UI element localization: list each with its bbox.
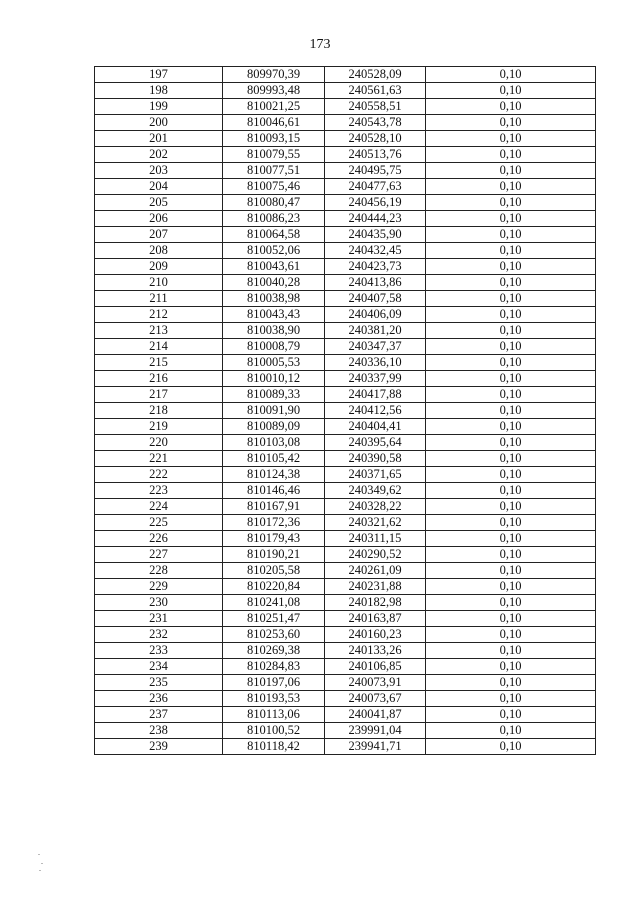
y-coordinate-cell: 240407,58 [325, 291, 426, 307]
accuracy-cell: 0,10 [426, 435, 596, 451]
table-row [95, 323, 596, 339]
accuracy-cell: 0,10 [426, 243, 596, 259]
y-coordinate-cell: 240406,09 [325, 307, 426, 323]
scan-specks [38, 852, 44, 872]
point-number-cell: 215 [95, 355, 223, 371]
x-coordinate-cell: 809970,39 [223, 67, 325, 83]
accuracy-cell: 0,10 [426, 643, 596, 659]
point-number-cell: 227 [95, 547, 223, 563]
y-coordinate-cell: 240073,67 [325, 691, 426, 707]
y-coordinate-cell: 240543,78 [325, 115, 426, 131]
x-coordinate-cell: 810113,06 [223, 707, 325, 723]
accuracy-cell: 0,10 [426, 499, 596, 515]
accuracy-cell: 0,10 [426, 387, 596, 403]
table-row [95, 675, 596, 691]
x-coordinate-cell: 809993,48 [223, 83, 325, 99]
y-coordinate-cell: 240347,37 [325, 339, 426, 355]
y-coordinate-cell: 240444,23 [325, 211, 426, 227]
x-coordinate-cell: 810103,08 [223, 435, 325, 451]
y-coordinate-cell: 240435,90 [325, 227, 426, 243]
x-coordinate-cell: 810118,42 [223, 739, 325, 755]
point-number-cell: 204 [95, 179, 223, 195]
table-row [95, 627, 596, 643]
table-row [95, 355, 596, 371]
point-number-cell: 205 [95, 195, 223, 211]
point-number-cell: 200 [95, 115, 223, 131]
point-number-cell: 207 [95, 227, 223, 243]
x-coordinate-cell: 810075,46 [223, 179, 325, 195]
point-number-cell: 202 [95, 147, 223, 163]
table-row [95, 579, 596, 595]
x-coordinate-cell: 810008,79 [223, 339, 325, 355]
table-row [95, 547, 596, 563]
accuracy-cell: 0,10 [426, 563, 596, 579]
point-number-cell: 217 [95, 387, 223, 403]
x-coordinate-cell: 810038,90 [223, 323, 325, 339]
point-number-cell: 234 [95, 659, 223, 675]
accuracy-cell: 0,10 [426, 739, 596, 755]
table-row [95, 259, 596, 275]
table-row [95, 195, 596, 211]
x-coordinate-cell: 810105,42 [223, 451, 325, 467]
x-coordinate-cell: 810064,58 [223, 227, 325, 243]
y-coordinate-cell: 240073,91 [325, 675, 426, 691]
y-coordinate-cell: 240404,41 [325, 419, 426, 435]
x-coordinate-cell: 810046,61 [223, 115, 325, 131]
accuracy-cell: 0,10 [426, 723, 596, 739]
accuracy-cell: 0,10 [426, 595, 596, 611]
point-number-cell: 229 [95, 579, 223, 595]
point-number-cell: 228 [95, 563, 223, 579]
x-coordinate-cell: 810253,60 [223, 627, 325, 643]
point-number-cell: 198 [95, 83, 223, 99]
point-number-cell: 219 [95, 419, 223, 435]
table-row [95, 99, 596, 115]
point-number-cell: 216 [95, 371, 223, 387]
table-row [95, 739, 596, 755]
accuracy-cell: 0,10 [426, 67, 596, 83]
table-row [95, 147, 596, 163]
accuracy-cell: 0,10 [426, 227, 596, 243]
accuracy-cell: 0,10 [426, 691, 596, 707]
accuracy-cell: 0,10 [426, 483, 596, 499]
y-coordinate-cell: 240390,58 [325, 451, 426, 467]
accuracy-cell: 0,10 [426, 259, 596, 275]
accuracy-cell: 0,10 [426, 163, 596, 179]
y-coordinate-cell: 240337,99 [325, 371, 426, 387]
x-coordinate-cell: 810146,46 [223, 483, 325, 499]
x-coordinate-cell: 810093,15 [223, 131, 325, 147]
accuracy-cell: 0,10 [426, 307, 596, 323]
accuracy-cell: 0,10 [426, 675, 596, 691]
x-coordinate-cell: 810179,43 [223, 531, 325, 547]
accuracy-cell: 0,10 [426, 627, 596, 643]
y-coordinate-cell: 240456,19 [325, 195, 426, 211]
x-coordinate-cell: 810040,28 [223, 275, 325, 291]
table-row [95, 243, 596, 259]
coordinates-table-body [95, 67, 596, 755]
accuracy-cell: 0,10 [426, 371, 596, 387]
accuracy-cell: 0,10 [426, 99, 596, 115]
table-row [95, 163, 596, 179]
point-number-cell: 201 [95, 131, 223, 147]
y-coordinate-cell: 240495,75 [325, 163, 426, 179]
x-coordinate-cell: 810190,21 [223, 547, 325, 563]
y-coordinate-cell: 240261,09 [325, 563, 426, 579]
table-row [95, 691, 596, 707]
x-coordinate-cell: 810077,51 [223, 163, 325, 179]
x-coordinate-cell: 810124,38 [223, 467, 325, 483]
x-coordinate-cell: 810052,06 [223, 243, 325, 259]
point-number-cell: 225 [95, 515, 223, 531]
table-row [95, 131, 596, 147]
y-coordinate-cell: 240381,20 [325, 323, 426, 339]
y-coordinate-cell: 240182,98 [325, 595, 426, 611]
accuracy-cell: 0,10 [426, 451, 596, 467]
x-coordinate-cell: 810172,36 [223, 515, 325, 531]
point-number-cell: 214 [95, 339, 223, 355]
table-row [95, 371, 596, 387]
y-coordinate-cell: 240160,23 [325, 627, 426, 643]
x-coordinate-cell: 810091,90 [223, 403, 325, 419]
table-row [95, 67, 596, 83]
y-coordinate-cell: 240349,62 [325, 483, 426, 499]
table-row [95, 339, 596, 355]
point-number-cell: 211 [95, 291, 223, 307]
point-number-cell: 232 [95, 627, 223, 643]
table-row [95, 659, 596, 675]
y-coordinate-cell: 240423,73 [325, 259, 426, 275]
table-row [95, 499, 596, 515]
x-coordinate-cell: 810089,09 [223, 419, 325, 435]
accuracy-cell: 0,10 [426, 611, 596, 627]
x-coordinate-cell: 810167,91 [223, 499, 325, 515]
point-number-cell: 197 [95, 67, 223, 83]
y-coordinate-cell: 240432,45 [325, 243, 426, 259]
table-row [95, 275, 596, 291]
x-coordinate-cell: 810038,98 [223, 291, 325, 307]
y-coordinate-cell: 239941,71 [325, 739, 426, 755]
point-number-cell: 218 [95, 403, 223, 419]
point-number-cell: 220 [95, 435, 223, 451]
table-row [95, 291, 596, 307]
point-number-cell: 239 [95, 739, 223, 755]
point-number-cell: 231 [95, 611, 223, 627]
point-number-cell: 203 [95, 163, 223, 179]
y-coordinate-cell: 240336,10 [325, 355, 426, 371]
accuracy-cell: 0,10 [426, 115, 596, 131]
accuracy-cell: 0,10 [426, 355, 596, 371]
x-coordinate-cell: 810193,53 [223, 691, 325, 707]
y-coordinate-cell: 240106,85 [325, 659, 426, 675]
x-coordinate-cell: 810220,84 [223, 579, 325, 595]
accuracy-cell: 0,10 [426, 147, 596, 163]
y-coordinate-cell: 240417,88 [325, 387, 426, 403]
table-row [95, 387, 596, 403]
x-coordinate-cell: 810269,38 [223, 643, 325, 659]
table-row [95, 83, 596, 99]
y-coordinate-cell: 240328,22 [325, 499, 426, 515]
y-coordinate-cell: 240321,62 [325, 515, 426, 531]
accuracy-cell: 0,10 [426, 83, 596, 99]
y-coordinate-cell: 240477,63 [325, 179, 426, 195]
point-number-cell: 226 [95, 531, 223, 547]
point-number-cell: 206 [95, 211, 223, 227]
table-row [95, 483, 596, 499]
coordinates-table [94, 66, 596, 755]
x-coordinate-cell: 810205,58 [223, 563, 325, 579]
point-number-cell: 224 [95, 499, 223, 515]
accuracy-cell: 0,10 [426, 659, 596, 675]
point-number-cell: 210 [95, 275, 223, 291]
accuracy-cell: 0,10 [426, 707, 596, 723]
point-number-cell: 235 [95, 675, 223, 691]
point-number-cell: 236 [95, 691, 223, 707]
y-coordinate-cell: 240528,09 [325, 67, 426, 83]
table-row [95, 563, 596, 579]
point-number-cell: 199 [95, 99, 223, 115]
point-number-cell: 221 [95, 451, 223, 467]
table-row [95, 595, 596, 611]
y-coordinate-cell: 240528,10 [325, 131, 426, 147]
point-number-cell: 223 [95, 483, 223, 499]
accuracy-cell: 0,10 [426, 195, 596, 211]
x-coordinate-cell: 810284,83 [223, 659, 325, 675]
x-coordinate-cell: 810251,47 [223, 611, 325, 627]
y-coordinate-cell: 240558,51 [325, 99, 426, 115]
accuracy-cell: 0,10 [426, 419, 596, 435]
accuracy-cell: 0,10 [426, 531, 596, 547]
table-row [95, 403, 596, 419]
x-coordinate-cell: 810079,55 [223, 147, 325, 163]
table-row [95, 179, 596, 195]
x-coordinate-cell: 810080,47 [223, 195, 325, 211]
point-number-cell: 230 [95, 595, 223, 611]
y-coordinate-cell: 240513,76 [325, 147, 426, 163]
y-coordinate-cell: 240395,64 [325, 435, 426, 451]
point-number-cell: 237 [95, 707, 223, 723]
table-row [95, 515, 596, 531]
table-row [95, 643, 596, 659]
table-row [95, 307, 596, 323]
x-coordinate-cell: 810010,12 [223, 371, 325, 387]
point-number-cell: 233 [95, 643, 223, 659]
point-number-cell: 213 [95, 323, 223, 339]
y-coordinate-cell: 239991,04 [325, 723, 426, 739]
point-number-cell: 222 [95, 467, 223, 483]
y-coordinate-cell: 240561,63 [325, 83, 426, 99]
y-coordinate-cell: 240041,87 [325, 707, 426, 723]
table-row [95, 115, 596, 131]
y-coordinate-cell: 240412,56 [325, 403, 426, 419]
x-coordinate-cell: 810089,33 [223, 387, 325, 403]
point-number-cell: 208 [95, 243, 223, 259]
x-coordinate-cell: 810197,06 [223, 675, 325, 691]
accuracy-cell: 0,10 [426, 211, 596, 227]
table-row [95, 419, 596, 435]
accuracy-cell: 0,10 [426, 275, 596, 291]
accuracy-cell: 0,10 [426, 579, 596, 595]
x-coordinate-cell: 810043,43 [223, 307, 325, 323]
accuracy-cell: 0,10 [426, 403, 596, 419]
accuracy-cell: 0,10 [426, 339, 596, 355]
accuracy-cell: 0,10 [426, 515, 596, 531]
table-row [95, 611, 596, 627]
table-row [95, 227, 596, 243]
y-coordinate-cell: 240163,87 [325, 611, 426, 627]
x-coordinate-cell: 810100,52 [223, 723, 325, 739]
accuracy-cell: 0,10 [426, 467, 596, 483]
accuracy-cell: 0,10 [426, 131, 596, 147]
y-coordinate-cell: 240413,86 [325, 275, 426, 291]
accuracy-cell: 0,10 [426, 547, 596, 563]
x-coordinate-cell: 810086,23 [223, 211, 325, 227]
x-coordinate-cell: 810241,08 [223, 595, 325, 611]
y-coordinate-cell: 240311,15 [325, 531, 426, 547]
table-row [95, 451, 596, 467]
y-coordinate-cell: 240231,88 [325, 579, 426, 595]
table-row [95, 435, 596, 451]
x-coordinate-cell: 810005,53 [223, 355, 325, 371]
y-coordinate-cell: 240371,65 [325, 467, 426, 483]
page-number: 173 [309, 37, 331, 52]
x-coordinate-cell: 810043,61 [223, 259, 325, 275]
point-number-cell: 212 [95, 307, 223, 323]
table-row [95, 707, 596, 723]
table-row [95, 467, 596, 483]
accuracy-cell: 0,10 [426, 291, 596, 307]
point-number-cell: 238 [95, 723, 223, 739]
x-coordinate-cell: 810021,25 [223, 99, 325, 115]
y-coordinate-cell: 240290,52 [325, 547, 426, 563]
point-number-cell: 209 [95, 259, 223, 275]
table-row [95, 531, 596, 547]
table-row [95, 211, 596, 227]
accuracy-cell: 0,10 [426, 323, 596, 339]
accuracy-cell: 0,10 [426, 179, 596, 195]
y-coordinate-cell: 240133,26 [325, 643, 426, 659]
table-row [95, 723, 596, 739]
